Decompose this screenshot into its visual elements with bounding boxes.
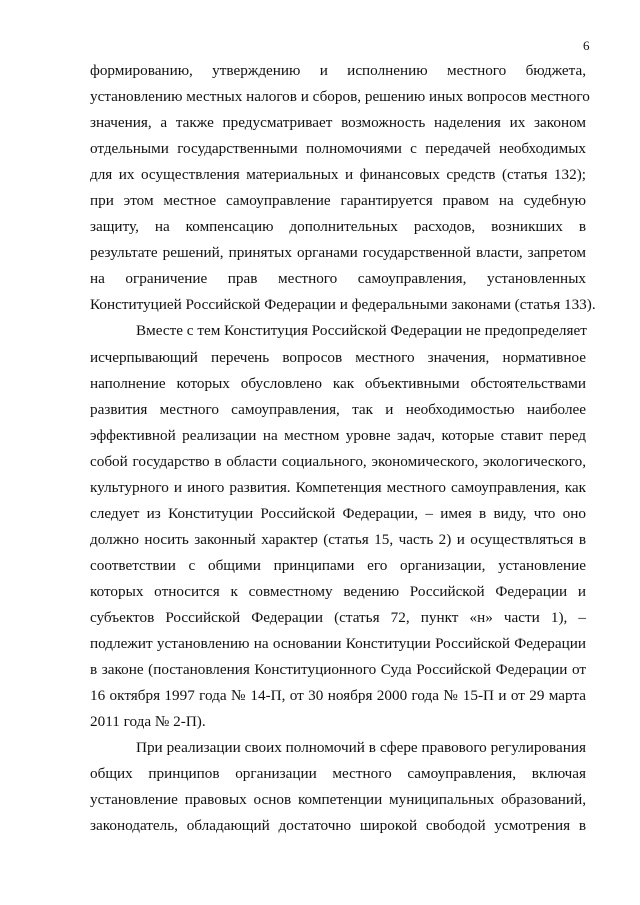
text-line: законодатель, обладающий достаточно широкой свободой усмотрения в xyxy=(90,817,586,835)
text-line: следует из Конституции Российской Федерации, – имея в виду, что оно xyxy=(90,504,586,522)
text-line: на ограничение прав местного самоуправления, установленных xyxy=(90,270,586,288)
text-line: субъектов Российской Федерации (статья 72, пункт «н» части 1), – xyxy=(90,608,586,626)
text-line: которых относится к совместному ведению Российской Федерации и xyxy=(90,582,586,600)
text-line: 16 октября 1997 года № 14-П, от 30 ноября 2000 года № 15-П и от 29 марта xyxy=(90,687,586,705)
text-line: развития местного самоуправления, так и необходимостью наиболее xyxy=(90,400,586,418)
text-line: подлежит установлению на основании Конституции Российской Федерации xyxy=(90,635,586,653)
text-line: соответствии с общими принципами его организации, установление xyxy=(90,556,586,574)
text-line: должно носить законный характер (статья 15, часть 2) и осуществляться в xyxy=(90,530,586,548)
text-line: наполнение которых обусловлено как объективными обстоятельствами xyxy=(90,374,586,392)
text-line: эффективной реализации на местном уровне задач, которые ставит перед xyxy=(90,426,586,444)
text-line: установление правовых основ компетенции муниципальных образований, xyxy=(90,791,586,809)
text-line: при этом местное самоуправление гарантируется правом на судебную xyxy=(90,192,586,210)
text-line: установлению местных налогов и сборов, решению иных вопросов местного xyxy=(90,88,590,106)
text-line: При реализации своих полномочий в сфере правового регулирования xyxy=(136,739,586,757)
paragraph-2 xyxy=(90,318,586,735)
paragraph-1 xyxy=(90,58,596,318)
paragraph-3 xyxy=(90,735,586,839)
text-line: собой государство в области социального, экономического, экологического, xyxy=(90,452,586,470)
text-line: Конституцией Российской Федерации и федеральными законами (статья 133). xyxy=(90,296,596,314)
text-line: защиту, на компенсацию дополнительных расходов, возникших в xyxy=(90,218,586,236)
text-line: в законе (постановления Конституционного Суда Российской Федерации от xyxy=(90,661,586,679)
text-line: результате решений, принятых органами государственной власти, запретом xyxy=(90,244,586,262)
page-number: 6 xyxy=(583,38,590,53)
text-line: значения, а также предусматривает возможность наделения их законом xyxy=(90,114,586,132)
text-line: отдельными государственными полномочиями с передачей необходимых xyxy=(90,140,586,158)
text-line: культурного и иного развития. Компетенция местного самоуправления, как xyxy=(90,478,586,496)
body-text xyxy=(90,58,596,839)
text-line: для их осуществления материальных и финансовых средств (статья 132); xyxy=(90,166,586,184)
text-line: 2011 года № 2-П). xyxy=(90,713,206,731)
text-line: Вместе с тем Конституция Российской Федерации не предопределяет xyxy=(136,322,587,340)
text-line: исчерпывающий перечень вопросов местного значения, нормативное xyxy=(90,348,586,366)
text-line: формированию, утверждению и исполнению местного бюджета, xyxy=(90,62,586,79)
text-line: общих принципов организации местного самоуправления, включая xyxy=(90,765,586,783)
